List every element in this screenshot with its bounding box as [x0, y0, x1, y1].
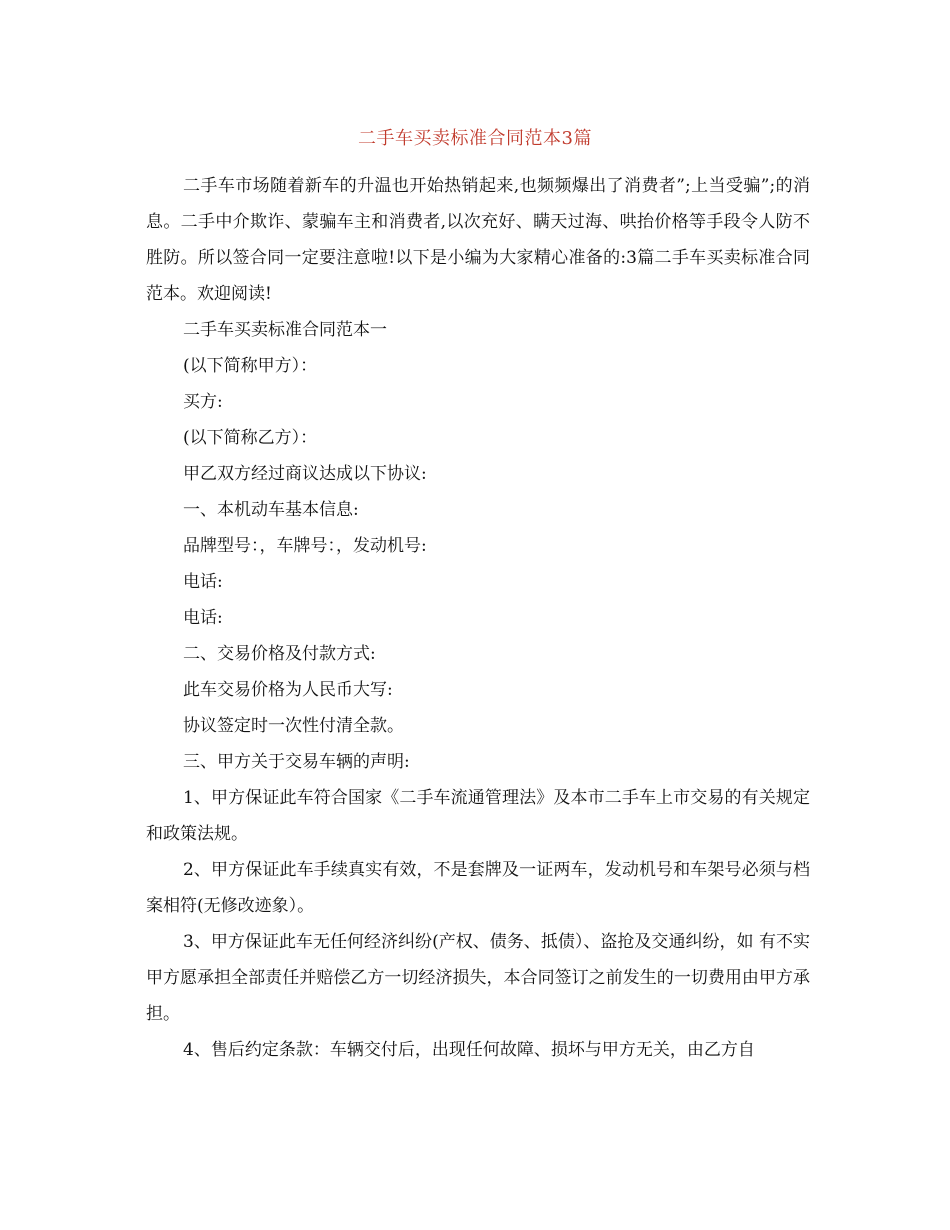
- section-heading-contract-one: 二手车买卖标准合同范本一: [183, 320, 387, 340]
- clause-heading-declaration: 三、甲方关于交易车辆的声明:: [183, 752, 410, 772]
- phone-line-2: 电话:: [183, 608, 223, 628]
- declaration-item-3: 3、甲方保证此车无任何经济纠纷(产权、债务、抵债）、盗抢及交通纠纷，如 有不实甲方愿承担全部责任并赔偿乙方一切经济损失，本合同签订之前发生的一切费用由甲方承担。: [146, 932, 810, 1024]
- party-a-line: (以下简称甲方）：: [183, 356, 318, 376]
- declaration-item-1: 1、甲方保证此车符合国家《二手车流通管理法》及本市二手车上市交易的有关规定和政策法规。: [146, 788, 810, 844]
- phone-line-1: 电话:: [183, 572, 223, 592]
- vehicle-info-line: 品牌型号：，车牌号：，发动机号:: [183, 536, 427, 556]
- declaration-item-2: 2、甲方保证此车手续真实有效，不是套牌及一证两车，发动机号和车架号必须与档案相符(无修改迹象）。: [146, 860, 810, 916]
- document-title: 二手车买卖标准合同范本3篇: [358, 128, 592, 149]
- document-body: [146, 168, 810, 1068]
- payment-line: 协议签定时一次性付清全款。: [183, 716, 404, 736]
- clause-heading-price: 二、交易价格及付款方式:: [183, 644, 376, 664]
- clause-heading-vehicle-info: 一、本机动车基本信息:: [183, 500, 359, 520]
- agreement-intro: 甲乙双方经过商议达成以下协议:: [183, 464, 427, 484]
- buyer-line: 买方:: [183, 392, 223, 412]
- party-b-line: (以下简称乙方）：: [183, 428, 318, 448]
- intro-paragraph: 二手车市场随着新车的升温也开始热销起来,也频频爆出了消费者”;上当受骗”;的消息。二手中介欺诈、蒙骗车主和消费者,以次充好、瞒天过海、哄抬价格等手段令人防不胜防。所以签合同一定要注意啦!以下是小编为大家精心准备的:3篇二手车买卖标准合同范本。欢迎阅读!: [146, 176, 810, 304]
- declaration-item-4: 4、售后约定条款：车辆交付后，出现任何故障、损坏与甲方无关，由乙方自: [183, 1040, 755, 1060]
- price-line: 此车交易价格为人民币大写:: [183, 680, 393, 700]
